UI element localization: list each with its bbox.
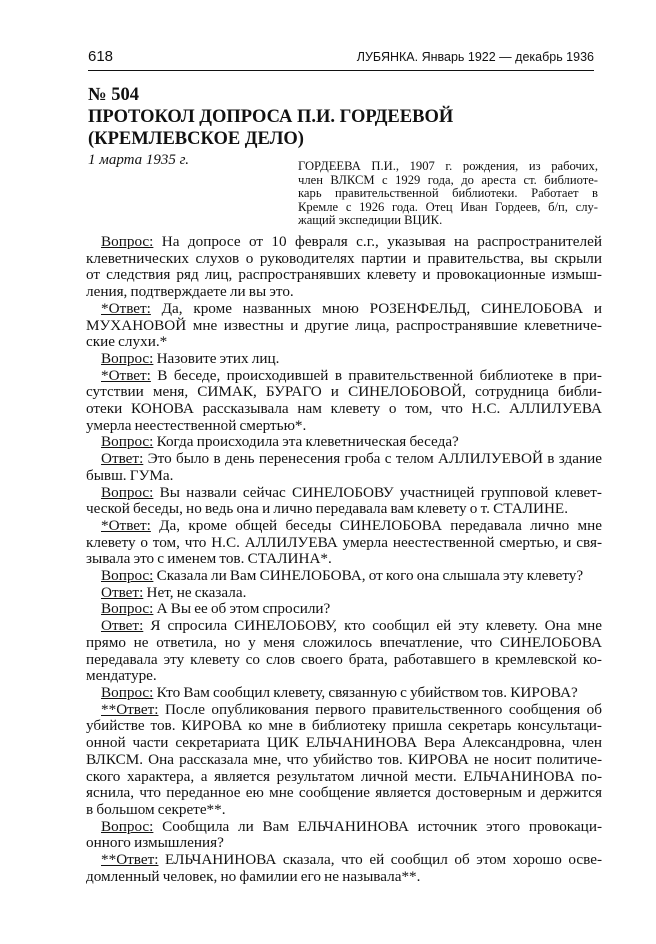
running-header bbox=[88, 48, 594, 71]
page-number: 618 bbox=[88, 48, 114, 65]
bio-line: карь правительственной библиотеки. Работает в bbox=[298, 186, 598, 201]
text-line bbox=[86, 251, 602, 268]
line-text: от следствия ряд лиц, распространявших клевету и провокационные измыш- bbox=[86, 266, 602, 284]
text-line bbox=[86, 852, 602, 869]
line-text: передавала эту клевету со слов своего брата, работавшего в кремлевской ко- bbox=[86, 650, 602, 668]
text-line bbox=[86, 234, 602, 251]
line-text: бывш. ГУМа. bbox=[86, 466, 174, 484]
text-line bbox=[86, 585, 602, 602]
question-paragraph bbox=[86, 351, 602, 368]
biographical-note bbox=[298, 160, 598, 228]
text-line bbox=[86, 384, 602, 401]
answer-paragraph bbox=[86, 451, 602, 484]
text-line bbox=[86, 267, 602, 284]
bio-line: Кремле с 1926 года. Отец Иван Гордеев, б/п, слу- bbox=[298, 199, 598, 214]
line-text: зывала это с именем тов. СТАЛИНА*. bbox=[86, 550, 332, 568]
line-text: ЕЛЬЧАНИНОВА сказала, что ей сообщил об этом хорошо осве- bbox=[158, 851, 602, 869]
text-line bbox=[86, 735, 602, 752]
line-text: прямо не ответила, но у меня сложилось впечатление, что СИНЕЛОБОВА bbox=[86, 633, 602, 651]
bio-line: член ВЛКСМ с 1929 года, до ареста ст. библиоте- bbox=[298, 172, 598, 187]
text-line bbox=[86, 819, 602, 836]
line-text: Я спросила СИНЕЛОБОВУ, кто сообщил ей эту клевету. Она мне bbox=[143, 617, 602, 635]
text-line bbox=[86, 802, 602, 819]
speaker-label: *Ответ: bbox=[101, 299, 151, 317]
question-paragraph bbox=[86, 685, 602, 702]
line-text: После опубликования первого правительственного сообщения об bbox=[158, 700, 602, 718]
question-paragraph bbox=[86, 568, 602, 585]
line-text: ВЛКСМ. Она рассказала мне, что убийство тов. КИРОВА не носит политиче- bbox=[86, 750, 602, 768]
speaker-label: Ответ: bbox=[101, 450, 144, 468]
line-text: онной части секретариата ЦИК ЕЛЬЧАНИНОВА Вера Александровна, член bbox=[86, 734, 602, 752]
text-line bbox=[86, 702, 602, 719]
speaker-label: Вопрос: bbox=[101, 817, 154, 835]
text-line bbox=[86, 652, 602, 669]
line-text: отеки КОНОВА рассказывала нам клевету о том, что Н.С. АЛЛИЛУЕВА bbox=[86, 400, 602, 418]
text-line bbox=[86, 334, 602, 351]
bio-line: жащий экспедиции ВЦИК. bbox=[298, 213, 443, 228]
title-line: (КРЕМЛЕВСКОЕ ДЕЛО) bbox=[88, 129, 304, 149]
line-text: Да, кроме общей беседы СИНЕЛОБОВА передавала лично мне bbox=[150, 516, 602, 534]
document-number: № 504 bbox=[88, 85, 139, 105]
line-text: онного измышления? bbox=[86, 834, 224, 852]
document-date: 1 марта 1935 г. bbox=[88, 152, 190, 168]
text-line bbox=[86, 769, 602, 786]
question-paragraph bbox=[86, 819, 602, 852]
line-text: клеветнических слухов о руководителях партии и правительства, вы скрыли bbox=[86, 249, 602, 267]
question-paragraph bbox=[86, 434, 602, 451]
line-text: Сообщила ли Вам ЕЛЬЧАНИНОВА источник этого провокаци- bbox=[153, 817, 602, 835]
answer-paragraph bbox=[86, 585, 602, 602]
line-text: А Вы ее об этом спросили? bbox=[153, 600, 331, 618]
document-title bbox=[88, 84, 453, 150]
speaker-label: Вопрос: bbox=[101, 233, 154, 250]
text-line bbox=[86, 301, 602, 318]
answer-paragraph bbox=[86, 702, 602, 819]
line-text: в большом секрете**. bbox=[86, 800, 226, 818]
text-line bbox=[86, 551, 602, 568]
title-line: ПРОТОКОЛ ДОПРОСА П.И. ГОРДЕЕВОЙ bbox=[88, 107, 454, 127]
speaker-label: Вопрос: bbox=[101, 683, 154, 701]
speaker-label: Ответ: bbox=[101, 583, 144, 601]
text-line bbox=[86, 752, 602, 769]
text-line bbox=[86, 284, 602, 301]
line-text: Когда происходила эта клеветническая беседа? bbox=[153, 433, 459, 451]
line-text: ческой беседы, но ведь она и лично передавала вам клевету о т. СТАЛИНЕ. bbox=[86, 500, 569, 518]
line-text: МУХАНОВОЙ мне известны и другие лица, распространявшие клеветниче- bbox=[86, 316, 602, 334]
text-line bbox=[86, 718, 602, 735]
text-line bbox=[86, 318, 602, 335]
text-line bbox=[86, 685, 602, 702]
text-line bbox=[86, 418, 602, 435]
speaker-label: Вопрос: bbox=[101, 483, 154, 501]
question-paragraph bbox=[86, 234, 602, 301]
line-text: умерла неестественной смертью*. bbox=[86, 416, 307, 434]
speaker-label: Вопрос: bbox=[101, 600, 154, 618]
line-text: яснила, что переданное ею мне сообщение является достоверным и держится bbox=[86, 784, 602, 802]
line-text: убийстве тов. КИРОВА ко мне в библиотеку пришла секретарь консультаци- bbox=[86, 717, 602, 735]
speaker-label: Вопрос: bbox=[101, 433, 154, 451]
line-text: Это было в день перенесения гроба с телом АЛЛИЛУЕВОЙ в здание bbox=[143, 450, 602, 468]
question-paragraph bbox=[86, 485, 602, 518]
speaker-label: **Ответ: bbox=[101, 851, 159, 869]
text-line bbox=[86, 668, 602, 685]
text-line bbox=[86, 785, 602, 802]
answer-paragraph bbox=[86, 368, 602, 435]
answer-paragraph bbox=[86, 852, 602, 885]
line-text: Да, кроме названных мною РОЗЕНФЕЛЬД, СИНЕЛОБОВА и bbox=[150, 299, 602, 317]
speaker-label: *Ответ: bbox=[101, 516, 151, 534]
speaker-label: Ответ: bbox=[101, 617, 144, 635]
text-line bbox=[86, 434, 602, 451]
speaker-label: **Ответ: bbox=[101, 700, 159, 718]
line-text: На допросе от 10 февраля с.г., указывая на распространителей bbox=[153, 233, 602, 250]
text-line bbox=[86, 869, 602, 886]
line-text: ского характера, а является результатом личной мести. ЕЛЬЧАНИНОВА по- bbox=[86, 767, 602, 785]
text-line bbox=[86, 601, 602, 618]
bio-line: ГОРДЕЕВА П.И., 1907 г. рождения, из рабочих, bbox=[298, 159, 598, 173]
speaker-label: Вопрос: bbox=[101, 349, 154, 367]
text-line bbox=[86, 351, 602, 368]
line-text: сутствии меня, СИМАК, БУРАГО и СИНЕЛОБОВОЙ, сотрудница библи- bbox=[86, 383, 602, 401]
answer-paragraph bbox=[86, 301, 602, 351]
line-text: Кто Вам сообщил клевету, связанную с убийством тов. КИРОВА? bbox=[153, 683, 578, 701]
line-text: Вы назвали сейчас СИНЕЛОБОВУ участницей групповой клевет- bbox=[153, 483, 602, 501]
text-line bbox=[86, 501, 602, 518]
text-line bbox=[86, 535, 602, 552]
answer-paragraph bbox=[86, 618, 602, 685]
line-text: Назовите этих лиц. bbox=[153, 349, 280, 367]
answer-paragraph bbox=[86, 518, 602, 568]
line-text: домленный человек, но фамилии его не называла**. bbox=[86, 867, 421, 885]
text-line bbox=[86, 485, 602, 502]
text-line bbox=[86, 451, 602, 468]
text-line bbox=[86, 618, 602, 635]
line-text: ские слухи.* bbox=[86, 333, 168, 351]
line-text: Нет, не сказала. bbox=[143, 583, 247, 601]
line-text: Сказала ли Вам СИНЕЛОБОВА, от кого она слышала эту клевету? bbox=[153, 567, 584, 585]
running-title: ЛУБЯНКА. Январь 1922 — декабрь 1936 bbox=[356, 50, 594, 64]
line-text: мендатуре. bbox=[86, 667, 157, 685]
text-line bbox=[86, 468, 602, 485]
line-text: клевету о том, что Н.С. АЛЛИЛУЕВА умерла неестественной смертью, и свя- bbox=[86, 533, 602, 551]
interrogation-text bbox=[86, 234, 602, 885]
text-line bbox=[86, 568, 602, 585]
text-line bbox=[86, 835, 602, 852]
text-line bbox=[86, 635, 602, 652]
text-line bbox=[86, 401, 602, 418]
line-text: ления, подтверждаете ли вы это. bbox=[86, 283, 294, 301]
speaker-label: *Ответ: bbox=[101, 366, 151, 384]
speaker-label: Вопрос: bbox=[101, 567, 154, 585]
line-text: В беседе, происходившей в правительственной библиотеке в при- bbox=[150, 366, 602, 384]
text-line bbox=[86, 518, 602, 535]
question-paragraph bbox=[86, 601, 602, 618]
text-line bbox=[86, 368, 602, 385]
